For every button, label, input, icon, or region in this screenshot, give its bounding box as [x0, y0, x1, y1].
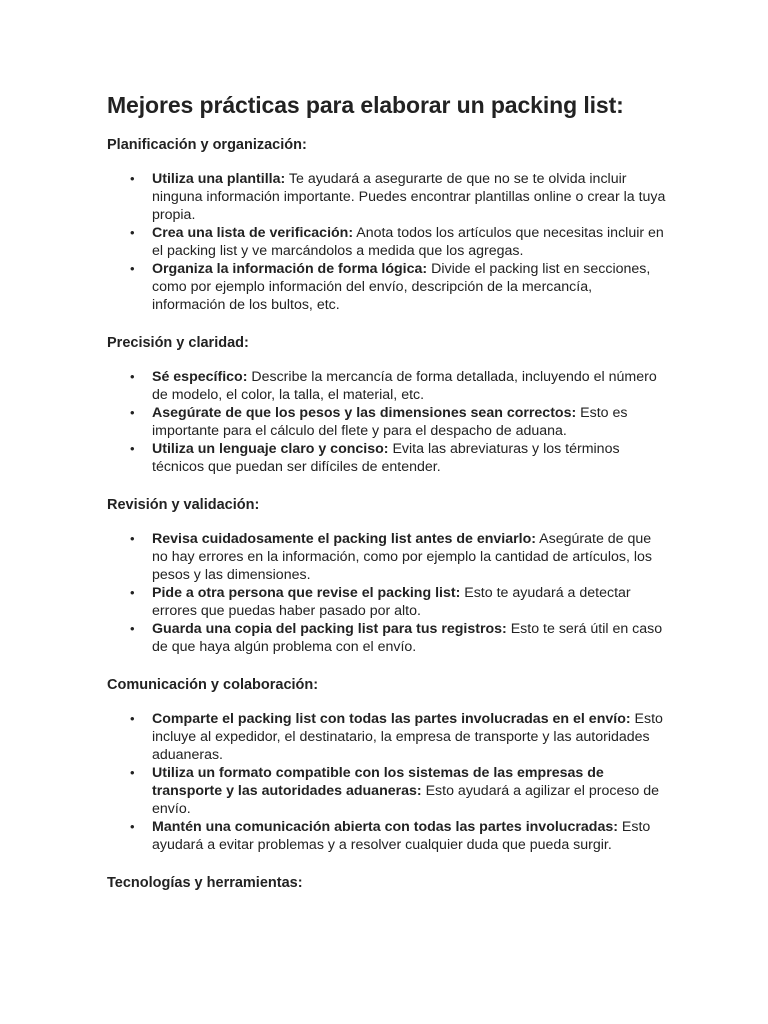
section-heading: Tecnologías y herramientas: [107, 875, 303, 891]
item-text: Esto ayudará a evitar problemas y a resolver cualquier duda que pueda surgir. [152, 819, 651, 853]
item-text: Evita las abreviaturas y los términos técnicos que puedan ser difíciles de entender. [152, 441, 620, 475]
bullet-list [107, 170, 667, 314]
item-bold-label: Pide a otra persona que revise el packing list: [152, 585, 461, 601]
item-bold-label: Utiliza un formato compatible con los sistemas de las empresas de transporte y las autoridades aduaneras: [152, 765, 604, 799]
item-text: Esto te será útil en caso de que haya algún problema con el envío. [152, 621, 663, 655]
item-bold-label: Utiliza un lenguaje claro y conciso: [152, 441, 389, 457]
section-revision [107, 496, 667, 656]
item-bold-label: Guarda una copia del packing list para tus registros: [152, 621, 507, 637]
item-text: Asegúrate de que no hay errores en la información, como por ejemplo la cantidad de artículos, los pesos y las dimensiones. [152, 531, 652, 583]
list-item [107, 530, 667, 584]
bullet-list [107, 530, 667, 656]
item-bold-label: Organiza la información de forma lógica: [152, 261, 428, 277]
bullet-icon: • [130, 225, 135, 240]
section-precision [107, 334, 667, 476]
item-text: Describe la mercancía de forma detallada, incluyendo el número de modelo, el color, la talla, el material, etc. [152, 369, 657, 403]
list-item [107, 404, 667, 440]
list-item [107, 440, 667, 476]
section-planificacion [107, 136, 667, 314]
item-bold-label: Asegúrate de que los pesos y las dimensiones sean correctos: [152, 405, 577, 421]
bullet-list [107, 710, 667, 854]
list-item [107, 764, 667, 818]
section-tecnologias [107, 874, 667, 892]
item-bold-label: Crea una lista de verificación: [152, 225, 354, 241]
list-item [107, 818, 667, 854]
item-text: Esto es importante para el cálculo del flete y para el despacho de aduana. [152, 405, 628, 439]
item-text: Esto te ayudará a detectar errores que puedas haber pasado por alto. [152, 585, 631, 619]
item-bold-label: Sé específico: [152, 369, 248, 385]
list-item [107, 368, 667, 404]
section-heading: Precisión y claridad: [107, 335, 249, 351]
bullet-icon: • [130, 441, 135, 456]
item-text: Te ayudará a asegurarte de que no se te olvida incluir ninguna información importante. Puedes encontrar plantillas online o crear la tuya propia. [152, 171, 666, 223]
document-page [107, 88, 667, 908]
item-bold-label: Utiliza una plantilla: [152, 171, 286, 187]
bullet-list [107, 368, 667, 476]
bullet-icon: • [130, 531, 135, 546]
item-text: Divide el packing list en secciones, como por ejemplo información del envío, descripción de la mercancía, información de los bultos, etc. [152, 261, 651, 313]
section-comunicacion [107, 676, 667, 854]
bullet-icon: • [130, 405, 135, 420]
bullet-icon: • [130, 171, 135, 186]
list-item [107, 224, 667, 260]
page-title: Mejores prácticas para elaborar un packing list: [107, 92, 624, 118]
bullet-icon: • [130, 711, 135, 726]
item-text: Esto incluye al expedidor, el destinatario, la empresa de transporte y las autoridades aduaneras. [152, 711, 663, 763]
item-text: Anota todos los artículos que necesitas incluir en el packing list y ve marcándolos a medida que los agregas. [152, 225, 664, 259]
item-bold-label: Comparte el packing list con todas las partes involucradas en el envío: [152, 711, 631, 727]
list-item [107, 260, 667, 314]
list-item [107, 710, 667, 764]
list-item [107, 584, 667, 620]
item-bold-label: Mantén una comunicación abierta con todas las partes involucradas: [152, 819, 618, 835]
bullet-icon: • [130, 585, 135, 600]
bullet-icon: • [130, 621, 135, 636]
section-heading: Revisión y validación: [107, 497, 260, 513]
bullet-icon: • [130, 819, 135, 834]
list-item [107, 170, 667, 224]
section-heading: Planificación y organización: [107, 137, 307, 153]
list-item [107, 620, 667, 656]
bullet-icon: • [130, 261, 135, 276]
section-heading: Comunicación y colaboración: [107, 677, 319, 693]
bullet-icon: • [130, 765, 135, 780]
item-text: Esto ayudará a agilizar el proceso de envío. [152, 783, 660, 817]
item-bold-label: Revisa cuidadosamente el packing list antes de enviarlo: [152, 531, 536, 547]
bullet-icon: • [130, 369, 135, 384]
